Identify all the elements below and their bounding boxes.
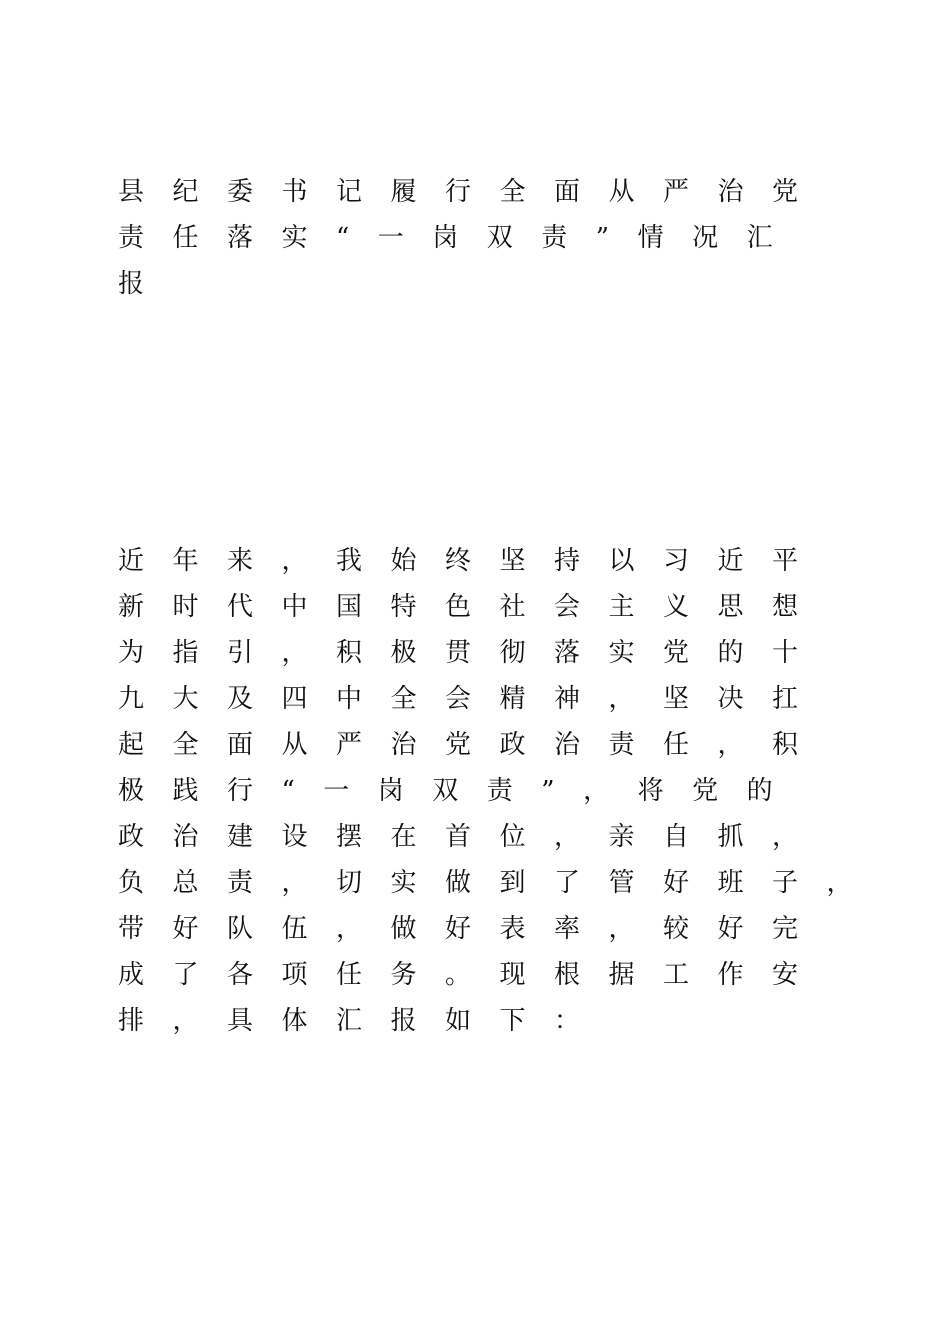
body-line: 带好队伍，做好表率，较好完 — [118, 914, 827, 944]
title-line: 报 — [118, 269, 173, 299]
body-line: 极践行“一岗双责”，将党的 — [118, 776, 802, 806]
body-line: 政治建设摆在首位，亲自抓， — [118, 822, 827, 852]
title-line: 县纪委书记履行全面从严治党 — [118, 177, 827, 207]
body-line: 起全面从严治党政治责任，积 — [118, 730, 827, 760]
body-line: 成了各项任务。现根据工作安 — [118, 960, 827, 990]
body-line: 近年来，我始终坚持以习近平 — [118, 546, 827, 576]
title-line: 责任落实“一岗双责”情况汇 — [118, 223, 802, 253]
body-line: 负总责，切实做到了管好班子， — [118, 868, 882, 898]
body-line: 新时代中国特色社会主义思想 — [118, 592, 827, 622]
body-line: 九大及四中全会精神，坚决扛 — [118, 684, 827, 714]
body-line: 排，具体汇报如下： — [118, 1006, 609, 1036]
body-line: 为指引，积极贯彻落实党的十 — [118, 638, 827, 668]
